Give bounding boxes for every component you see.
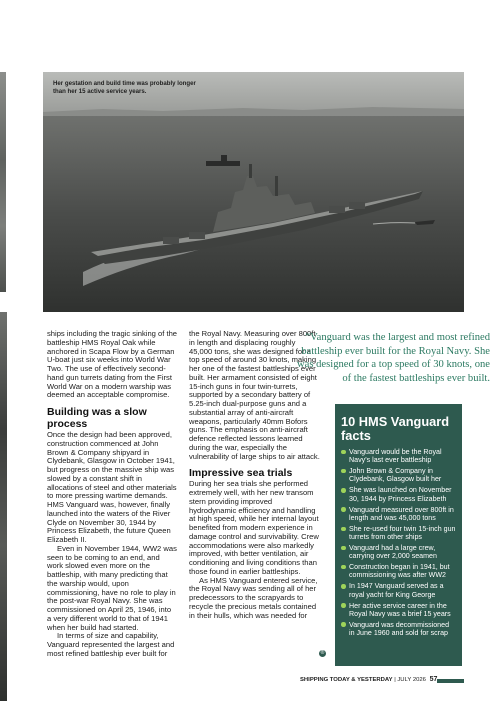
facts-list	[341, 448, 456, 637]
page-footer	[300, 676, 437, 684]
article-column-left	[47, 330, 177, 659]
bullet-dot-icon	[341, 469, 346, 474]
fact-item: Vanguard had a large crew, carrying over 2,000 seamen	[341, 544, 456, 561]
section-heading-sea-trials: Impressive sea trials	[189, 467, 293, 480]
footer-separator: |	[394, 677, 396, 683]
bullet-dot-icon	[341, 546, 346, 551]
fact-item: Construction began in 1941, but commissioning was after WW2	[341, 563, 456, 580]
publication-name: SHIPPING TODAY & YESTERDAY	[300, 677, 393, 683]
fact-item: Vanguard measured over 800ft in length and was 45,000 tons	[341, 506, 456, 523]
section-heading-building: Building was a slow process	[47, 406, 147, 430]
fact-item: She re-used four twin 15-inch gun turrets from other ships	[341, 525, 456, 542]
fact-item: John Brown & Company in Clydebank, Glasgow built her	[341, 467, 456, 484]
body-paragraph: During her sea trials she performed extremely well, with her new transom stern providing improved hydrodynamic efficiency and handling at high speed, while her internal layout benefited from modern experience in damage control and survivability. Crew accommodations were also markedly improved, with better ventilation, air conditioning and living conditions than those found in earlier battleships.	[189, 479, 319, 576]
fact-item: In 1947 Vanguard served as a royal yacht for King George	[341, 582, 456, 599]
body-paragraph: As HMS Vanguard entered service, the Royal Navy was sending all of her predecessors to the scrapyards to recycle the precious metals contained in their hulls, which was needed for	[189, 575, 318, 620]
battleship-photo	[43, 72, 464, 312]
facts-box	[335, 404, 462, 666]
bullet-dot-icon	[341, 507, 346, 512]
bullet-dot-icon	[341, 603, 346, 608]
adjacent-page-edge-lower	[0, 312, 7, 701]
body-paragraph: ships including the tragic sinking of the battleship HMS Royal Oak while anchored in Scapa Flow by a German U-boat just six weeks into World War Two. The use of effectively second-hand gun turrets dating from the First World War on a modern warship was deemed an acceptable compromise.	[47, 329, 178, 400]
end-of-article-icon: ®	[320, 650, 325, 656]
bullet-dot-icon	[341, 622, 346, 627]
bullet-dot-icon	[341, 488, 346, 493]
body-paragraph: In terms of size and capability, Vanguard represented the largest and most refined battleship ever built for	[47, 631, 175, 658]
body-paragraph: Once the design had been approved, construction commenced at John Brown & Company shipyard in Clydebank, Glasgow in October 1941, but progress on the massive ship was slowed by a constant shift in allocations of steel and other materials to more pressing wartime demands. HMS Vanguard was, however, finally launched into the waters of the River Clyde on November 30, 1944 by Princess Elizabeth, the future Queen Elizabeth II.	[47, 430, 177, 544]
fact-item: She was launched on November 30, 1944 by Princess Elizabeth	[341, 486, 456, 503]
body-paragraph: Even in November 1944, WW2 was seen to be coming to an end, and work slowed even more on the battleship, with many predicting that the warship would, upon commissioning, have no role to play in the post-war Royal Navy. She was commissioned on April 25, 1946, into a very different world to that of 1941 when her build had started.	[47, 543, 177, 632]
footer-accent-bar	[437, 679, 464, 683]
bullet-dot-icon	[341, 584, 346, 589]
photo-caption: Her gestation and build time was probably longer than her 15 active service years.	[53, 80, 196, 95]
fact-item: Vanguard was decommissioned in June 1960 and sold for scrap	[341, 621, 456, 638]
bullet-dot-icon	[341, 527, 346, 532]
bullet-dot-icon	[341, 565, 346, 570]
bullet-dot-icon	[341, 450, 346, 455]
adjacent-page-edge	[0, 72, 6, 292]
issue-date: JULY 2026	[397, 677, 426, 683]
page-number: 57	[429, 676, 438, 683]
fact-item: Vanguard would be the Royal Navy’s last ever battleship	[341, 448, 456, 465]
fact-item: Her active service career in the Royal Navy was a brief 15 years	[341, 602, 456, 619]
body-paragraph: the Royal Navy. Measuring over 800ft in length and displacing roughly 45,000 tons, she was designed for a top speed of around 30 knots, making her one of the fastest battleships ever built. Her armament consisted of eight 15-inch guns in four twin-turrets, supported by a secondary battery of 5.25-inch dual-purpose guns and a substantial array of anti-aircraft weapons, particularly 40mm Bofors guns. The emphasis on anti-aircraft defence reflected lessons learned during the war, especially the vulnerability of large ships to air attack.	[189, 329, 320, 461]
pull-quote: “Vanguard was the largest and most refined battleship ever built for the Royal Navy. She was designed for a top speed of 30 knots, one of the fastest battleships ever built.	[297, 332, 490, 385]
facts-title: 10 HMS Vanguard facts	[341, 414, 450, 443]
